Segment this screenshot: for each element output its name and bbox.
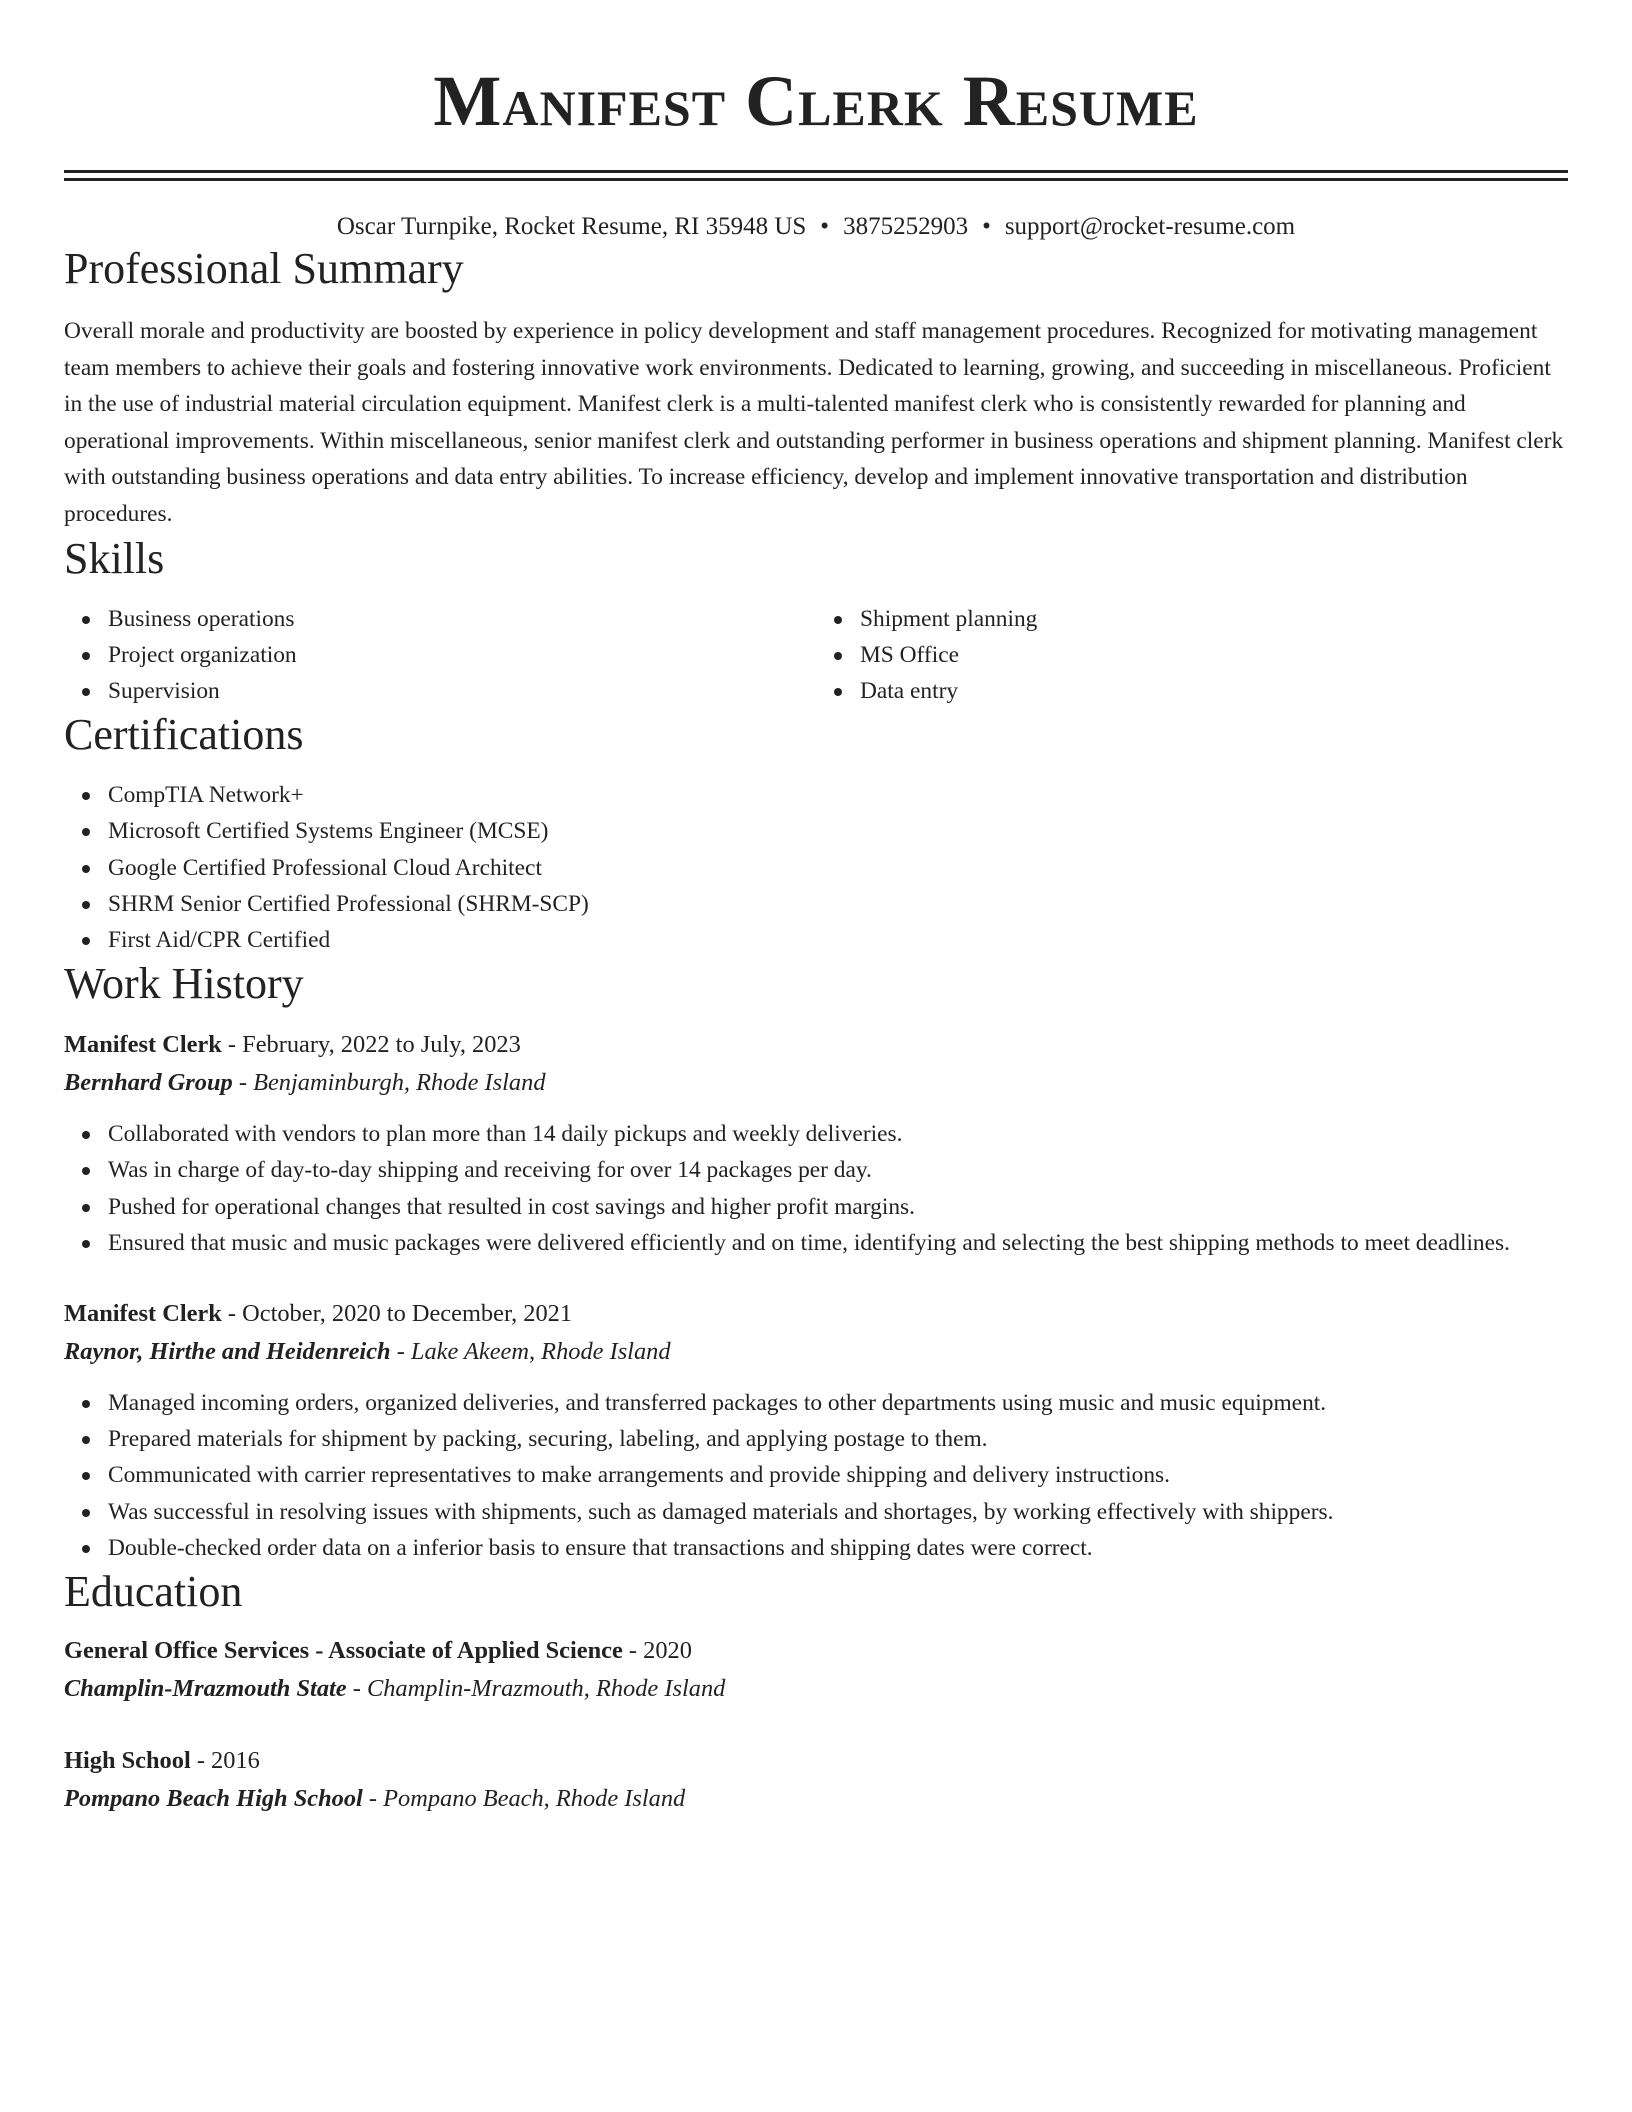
education-degree: General Office Services - Associate of Applied Science — [64, 1637, 623, 1665]
certification-item: First Aid/CPR Certified — [108, 922, 1568, 958]
job-location: - Benjaminburgh, Rhode Island — [232, 1069, 546, 1097]
job-duty-item: Double-checked order data on a inferior basis to ensure that transactions and shipping dates were correct. — [108, 1530, 1568, 1566]
job-duty-item: Collaborated with vendors to plan more than 14 daily pickups and weekly deliveries. — [108, 1116, 1568, 1152]
job-company: Bernhard Group — [64, 1069, 233, 1097]
certification-item: CompTIA Network+ — [108, 777, 1568, 813]
certification-item: Google Certified Professional Cloud Architect — [108, 850, 1568, 886]
job-dates: - February, 2022 to July, 2023 — [221, 1031, 521, 1059]
contact-line — [64, 211, 1568, 243]
job-duty-item: Ensured that music and music packages were delivered efficiently and on time, identifying and selecting the best shipping methods to meet deadlines. — [108, 1225, 1568, 1261]
skills-heading: Skills — [64, 533, 165, 583]
job-company-line — [64, 1064, 1568, 1102]
job-duty-item: Pushed for operational changes that resulted in cost savings and higher profit margins. — [108, 1189, 1568, 1225]
skill-item: Project organization — [108, 637, 816, 673]
contact-phone: 3875252903 — [843, 213, 969, 240]
title-double-rule — [64, 170, 1568, 181]
job-duty-item: Communicated with carrier representatives to make arrangements and provide shipping and delivery instructions. — [108, 1457, 1568, 1493]
education-location: - Pompano Beach, Rhode Island — [362, 1785, 686, 1813]
education-school: Pompano Beach High School — [64, 1785, 363, 1813]
job-title-line — [64, 1026, 1568, 1064]
education-entry — [64, 1632, 1568, 1708]
summary-heading: Professional Summary — [64, 244, 464, 293]
work-history-heading: Work History — [64, 959, 304, 1009]
page-title: Manifest Clerk Resume — [433, 61, 1199, 141]
job-duties-list — [64, 1385, 1568, 1566]
education-degree: High School — [64, 1747, 191, 1775]
certifications-list — [64, 777, 1568, 958]
job-location: - Lake Akeem, Rhode Island — [390, 1338, 671, 1365]
education-year: - 2020 — [622, 1637, 692, 1665]
job-duty-item: Managed incoming orders, organized deliveries, and transferred packages to other departments using music and music equipment. — [108, 1385, 1568, 1421]
contact-address: Oscar Turnpike, Rocket Resume, RI 35948 US — [336, 213, 807, 240]
education-heading: Education — [64, 1567, 243, 1617]
job-title-line — [64, 1295, 1568, 1333]
job-title: Manifest Clerk — [64, 1300, 222, 1327]
education-degree-line — [64, 1742, 1568, 1780]
skill-item: Data entry — [860, 673, 1568, 709]
job-duty-item: Prepared materials for shipment by packing, securing, labeling, and applying postage to them. — [108, 1421, 1568, 1457]
job-title: Manifest Clerk — [64, 1031, 222, 1059]
job-company: Raynor, Hirthe and Heidenreich — [64, 1338, 391, 1365]
contact-separator: • — [982, 213, 991, 240]
job-duty-item: Was successful in resolving issues with shipments, such as damaged materials and shortages, by working effectively with shippers. — [108, 1494, 1568, 1530]
education-entry — [64, 1742, 1568, 1818]
certifications-heading: Certifications — [64, 710, 304, 760]
certification-item: Microsoft Certified Systems Engineer (MCSE) — [108, 813, 1568, 849]
skill-item: Shipment planning — [860, 601, 1568, 637]
job-dates: - October, 2020 to December, 2021 — [221, 1300, 573, 1327]
education-school-line — [64, 1780, 1568, 1818]
skills-list-right — [816, 601, 1568, 710]
skill-item: Supervision — [108, 673, 816, 709]
education-degree-line — [64, 1632, 1568, 1670]
education-school-line — [64, 1670, 1568, 1708]
education-school: Champlin-Mrazmouth State — [64, 1675, 347, 1703]
job-entry — [64, 1295, 1568, 1566]
job-entry — [64, 1026, 1568, 1261]
job-duties-list — [64, 1116, 1568, 1261]
skill-item: Business operations — [108, 601, 816, 637]
education-location: - Champlin-Mrazmouth, Rhode Island — [346, 1675, 726, 1703]
education-year: - 2016 — [190, 1747, 260, 1775]
contact-email: support@rocket-resume.com — [1004, 213, 1296, 240]
job-company-line — [64, 1333, 1568, 1371]
job-duty-item: Was in charge of day-to-day shipping and receiving for over 14 packages per day. — [108, 1152, 1568, 1188]
summary-text: Overall morale and productivity are boosted by experience in policy development and staff management procedures. Recognized for motivating management team members to achieve their goals and fostering innovative work environments. Dedicated to learning, growing, and succeeding in miscellaneous. Proficient in the use of industrial material circulation equipment. Manifest clerk is a multi-talented manifest clerk who is consistently rewarded for planning and operational improvements. Within miscellaneous, senior manifest clerk and outstanding performer in business operations and shipment planning. Manifest clerk with outstanding business operations and data entry abilities. To increase efficiency, develop and implement innovative transportation and distribution procedures. — [64, 318, 1564, 527]
skill-item: MS Office — [860, 637, 1568, 673]
skills-columns — [64, 601, 1568, 710]
contact-separator: • — [820, 213, 830, 240]
skills-list-left — [64, 601, 816, 710]
certification-item: SHRM Senior Certified Professional (SHRM-SCP) — [108, 886, 1568, 922]
